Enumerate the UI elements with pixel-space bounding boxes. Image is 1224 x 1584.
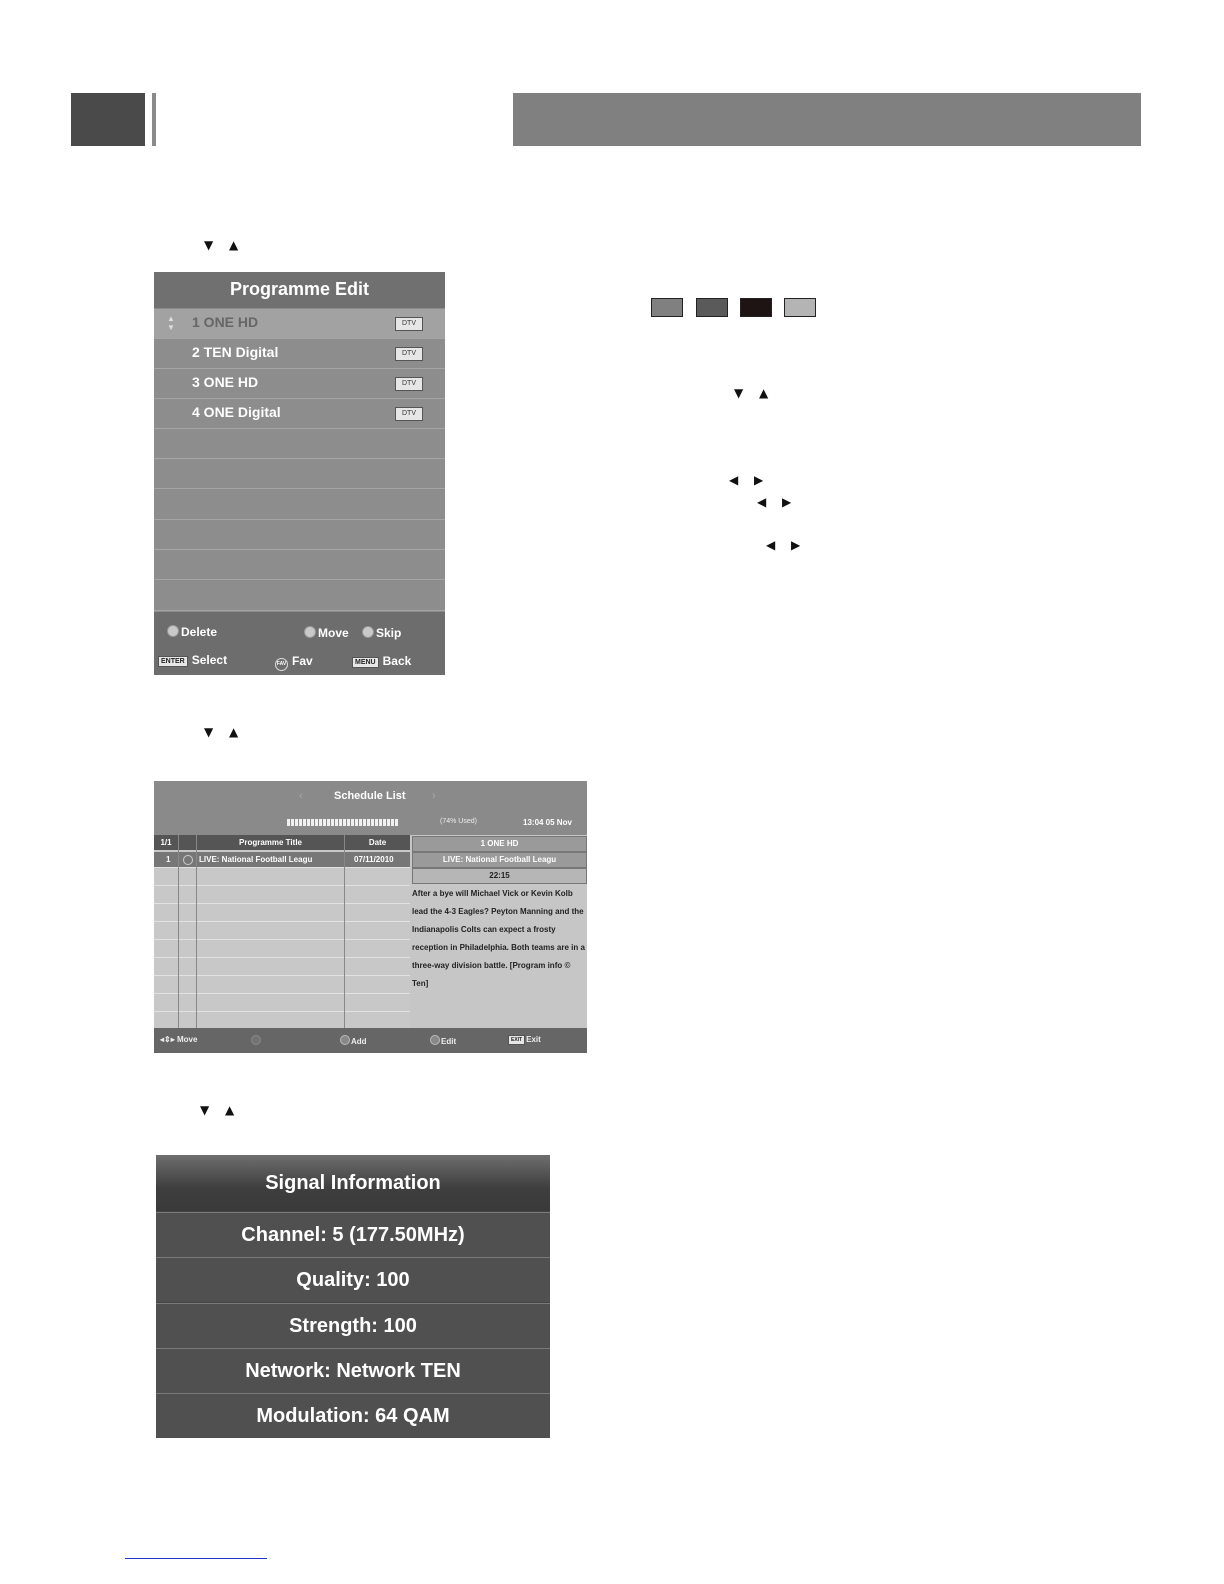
- page-header: 1/1: [154, 835, 178, 850]
- exit-label: Exit: [526, 1035, 541, 1044]
- move-hint: [160, 1035, 197, 1044]
- programme-title-header: Programme Title: [197, 835, 344, 850]
- column-divider: [178, 835, 179, 1028]
- red-dot-icon: [167, 625, 179, 637]
- grid-line: [154, 903, 410, 904]
- grid-line: [154, 867, 410, 868]
- date-header: Date: [345, 835, 410, 850]
- schedule-grid: [154, 850, 410, 1028]
- programme-row[interactable]: [154, 369, 445, 399]
- left-right-arrows-icon: ◀ ▶: [729, 473, 770, 487]
- yellow-dot-icon: [362, 626, 374, 638]
- menu-key-icon: MENU: [352, 657, 379, 668]
- exit-button[interactable]: [508, 1035, 541, 1045]
- select-label: Select: [191, 653, 228, 667]
- fav-label: Fav: [292, 654, 313, 668]
- move-button[interactable]: [304, 626, 349, 640]
- programme-name: 1 ONE HD: [192, 314, 259, 330]
- programme-row[interactable]: [154, 309, 445, 339]
- add-button[interactable]: [340, 1035, 367, 1046]
- green-dot-icon: [304, 626, 316, 638]
- yellow-dot-icon: [430, 1035, 440, 1045]
- programme-edit-menu: [154, 272, 445, 675]
- column-divider: [196, 835, 197, 1028]
- storage-used-bar: [287, 819, 398, 826]
- programme-name: 2 TEN Digital: [192, 344, 279, 360]
- move-label: Move: [176, 1035, 198, 1044]
- programme-edit-title: Programme Edit: [154, 272, 445, 308]
- dtv-badge: DTV: [395, 377, 423, 391]
- row-date: 07/11/2010: [354, 855, 394, 864]
- info-title: LIVE: National Football Leagu: [412, 852, 587, 868]
- schedule-list-menu: [154, 781, 587, 1053]
- row-title: LIVE: National Football Leagu: [199, 855, 313, 864]
- green-key-swatch: [696, 298, 728, 317]
- grid-line: [154, 993, 410, 994]
- programme-row[interactable]: [154, 339, 445, 369]
- back-label: Back: [382, 654, 412, 668]
- table-row[interactable]: [154, 852, 410, 867]
- add-label: Add: [351, 1037, 367, 1046]
- clock-icon: [183, 855, 193, 865]
- fav-button[interactable]: [275, 654, 313, 671]
- empty-row: [154, 550, 445, 580]
- empty-row: [154, 520, 445, 550]
- down-up-arrows-icon: ▼ ▲: [200, 1103, 241, 1117]
- quality-info: Quality: 100: [156, 1257, 550, 1302]
- edit-button[interactable]: [430, 1035, 456, 1046]
- modulation-info: Modulation: 64 QAM: [156, 1393, 550, 1438]
- move-arrows-icon: ◂⇕▸: [160, 1035, 175, 1044]
- exit-key-icon: EXIT: [508, 1035, 525, 1045]
- empty-row: [154, 459, 445, 489]
- down-up-arrows-icon: ▼ ▲: [734, 386, 775, 400]
- dtv-badge: DTV: [395, 347, 423, 361]
- back-button[interactable]: [352, 654, 411, 668]
- blue-key-swatch: [784, 298, 816, 317]
- grid-line: [154, 939, 410, 940]
- skip-button[interactable]: [362, 626, 401, 640]
- down-up-arrows-icon: ▼ ▲: [204, 725, 245, 739]
- grid-line: [154, 921, 410, 922]
- programme-edit-footer: [154, 612, 445, 675]
- left-right-arrows-icon: ◀ ▶: [766, 538, 807, 552]
- grid-line: [154, 885, 410, 886]
- schedule-list-footer: [154, 1028, 587, 1053]
- green-dot-icon: [340, 1035, 350, 1045]
- delete-button[interactable]: [167, 625, 217, 639]
- grid-line: [154, 975, 410, 976]
- signal-information-title: Signal Information: [156, 1155, 550, 1211]
- chevron-left-icon[interactable]: ‹: [299, 790, 303, 802]
- move-label: Move: [318, 626, 349, 640]
- up-down-icon: ▲ ▼: [167, 314, 175, 332]
- chevron-right-icon[interactable]: ›: [432, 790, 436, 802]
- delete-label: Delete: [181, 625, 218, 639]
- select-button[interactable]: [158, 653, 227, 667]
- programme-info-panel: [410, 835, 587, 1028]
- red-dot-icon: [251, 1035, 261, 1045]
- info-channel: 1 ONE HD: [412, 836, 587, 852]
- empty-row: [154, 490, 445, 520]
- enter-key-icon: ENTER: [158, 656, 188, 667]
- grid-line: [154, 957, 410, 958]
- clock: 13:04 05 Nov: [523, 818, 572, 827]
- yellow-key-swatch: [740, 298, 772, 317]
- strength-info: Strength: 100: [156, 1303, 550, 1348]
- column-divider: [344, 835, 345, 1028]
- empty-row: [154, 581, 445, 611]
- info-time: 22:15: [412, 868, 587, 884]
- storage-used-text: (74% Used): [440, 818, 477, 825]
- programme-name: 3 ONE HD: [192, 374, 259, 390]
- section-number-block: [71, 93, 145, 146]
- grid-line: [154, 1011, 410, 1012]
- fav-key-icon: FAV: [275, 658, 288, 671]
- disabled-button: [251, 1035, 262, 1046]
- red-key-swatch: [651, 298, 683, 317]
- row-number: 1: [166, 855, 171, 864]
- info-description: After a bye will Michael Vick or Kevin Kolb lead the 4-3 Eagles? Peyton Manning and the Indianapolis Colts can expect a frosty reception in Philadelphia. Both teams are in a three-way division battle. [Program info © Ten]: [412, 889, 585, 988]
- dtv-badge: DTV: [395, 317, 423, 331]
- channel-info: Channel: 5 (177.50MHz): [156, 1212, 550, 1257]
- edit-label: Edit: [441, 1037, 457, 1046]
- signal-information-panel: [156, 1155, 550, 1438]
- down-up-arrows-icon: ▼ ▲: [204, 238, 245, 252]
- left-right-arrows-icon: ◀ ▶: [757, 495, 798, 509]
- skip-label: Skip: [376, 626, 402, 640]
- network-info: Network: Network TEN: [156, 1348, 550, 1393]
- footer-link-line: [125, 1558, 267, 1559]
- icon-col-header: [179, 835, 196, 850]
- dtv-badge: DTV: [395, 407, 423, 421]
- schedule-list-title: Schedule List: [334, 790, 406, 802]
- section-header-bar: [513, 93, 1141, 146]
- programme-name: 4 ONE Digital: [192, 404, 281, 420]
- empty-row: [154, 429, 445, 459]
- header-divider: [152, 93, 156, 146]
- programme-row[interactable]: [154, 399, 445, 429]
